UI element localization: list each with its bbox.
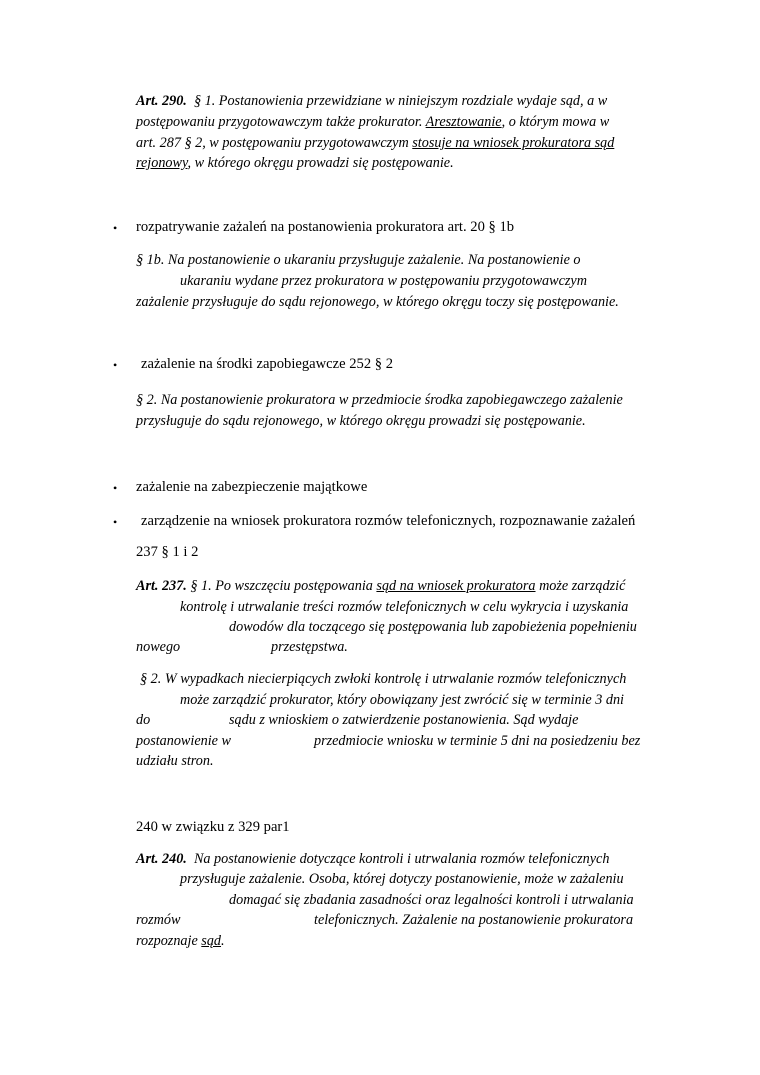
art-240-line-3: domagać się zbadania zasadności oraz legalności kontroli i utrwalania: [229, 892, 634, 908]
art-237-heading: Art. 237.: [136, 578, 187, 594]
art-237-p2-line-2: może zarządzić prokurator, który obowiązany jest zwrócić się w terminie 3 dni: [180, 692, 624, 708]
art-237-text: § 1. Po wszczęciu postępowania: [190, 578, 377, 594]
art-290-text: § 1. Postanowienia przewidziane w niniejszym rozdziale wydaje sąd, a w: [193, 93, 608, 109]
reference-240: 240 w związku z 329 par1: [136, 819, 290, 835]
quote-line: przysługuje do sądu rejonowego, w którego okręgu prowadzi się postępowanie.: [136, 413, 586, 429]
art-240-text: .: [221, 933, 225, 949]
bullet-icon: •: [113, 515, 118, 529]
bullet-item-srodki-zapobiegawcze: zażalenie na środki zapobiegawcze 252 § 2: [141, 356, 394, 372]
art-290-line-2: [136, 112, 609, 132]
art-240-text: Na postanowienie dotyczące kontroli i utrwalania rozmów telefonicznych: [193, 851, 610, 867]
art-237-text: może zarządzić: [535, 578, 626, 594]
reference-237: 237 § 1 i 2: [136, 544, 199, 560]
art-237-underlined: sąd na wniosek prokuratora: [376, 578, 536, 594]
art-240-line-1: [136, 849, 609, 869]
bullet-item-zazalenia-prokuratora: rozpatrywanie zażaleń na postanowienia prokuratora art. 20 § 1b: [136, 219, 515, 235]
art-290-text: art. 287 § 2, w postępowaniu przygotowawczym: [136, 135, 413, 151]
art-290-text: , w którego okręgu prowadzi się postępowanie.: [187, 155, 454, 171]
bullet-icon: •: [113, 481, 118, 495]
art-240-line-4a: rozmów: [136, 912, 181, 928]
art-237-p2-line-5: udziału stron.: [136, 753, 214, 769]
art-240-line-4b: telefonicznych. Zażalenie na postanowienie prokuratora: [314, 912, 634, 928]
bullet-item-rozmowy-telefoniczne: zarządzenie na wniosek prokuratora rozmów telefonicznych, rozpoznawanie zażaleń: [141, 513, 636, 529]
art-237-line-2: kontrolę i utrwalanie treści rozmów telefonicznych w celu wykrycia i uzyskania: [180, 599, 629, 615]
art-237-p2-line-1: § 2. W wypadkach niecierpiących zwłoki kontrolę i utrwalanie rozmów telefonicznych: [140, 671, 627, 687]
art-290-underlined: stosuje na wniosek prokuratora sąd: [412, 135, 615, 151]
art-237-line-4a: nowego: [136, 639, 181, 655]
art-290-line-3: [136, 133, 614, 153]
art-290-text: postępowaniu przygotowawczym także prokurator.: [136, 114, 426, 130]
art-237-p2-line-3b: sądu z wnioskiem o zatwierdzenie postanowienia. Sąd wydaje: [229, 712, 579, 728]
quote-line: § 1b. Na postanowienie o ukaraniu przysługuje zażalenie. Na postanowienie o: [136, 252, 581, 268]
art-290-line-1: [136, 91, 607, 111]
bullet-icon: •: [113, 221, 118, 235]
art-237-line-1: [136, 576, 625, 596]
art-290-heading: Art. 290.: [136, 93, 187, 109]
art-240-line-5: [136, 931, 225, 951]
art-290-line-4: [136, 153, 454, 173]
art-240-text: rozpoznaje: [136, 933, 202, 949]
art-290-underlined: Aresztowanie: [425, 114, 502, 130]
bullet-icon: •: [113, 358, 118, 372]
quote-line: zażalenie przysługuje do sądu rejonowego, w którego okręgu toczy się postępowanie.: [136, 294, 619, 310]
art-237-line-4b: przestępstwa.: [271, 639, 348, 655]
art-237-line-3: dowodów dla toczącego się postępowania lub zapobieżenia popełnieniu: [229, 619, 637, 635]
art-240-underlined: sąd: [201, 933, 222, 949]
quote-line: § 2. Na postanowienie prokuratora w przedmiocie środka zapobiegawczego zażalenie: [136, 392, 623, 408]
art-240-line-2: przysługuje zażalenie. Osoba, której dotyczy postanowienie, może w zażaleniu: [180, 871, 624, 887]
art-240-heading: Art. 240.: [136, 851, 187, 867]
art-237-p2-line-3a: do: [136, 712, 151, 728]
art-237-p2-line-4b: przedmiocie wniosku w terminie 5 dni na posiedzeniu bez: [314, 733, 641, 749]
art-290-text: , o którym mowa w: [501, 114, 610, 130]
quote-line: ukaraniu wydane przez prokuratora w postępowaniu przygotowawczym: [180, 273, 587, 289]
art-290-underlined: rejonowy: [136, 155, 188, 171]
bullet-item-zabezpieczenie-majatkowe: zażalenie na zabezpieczenie majątkowe: [136, 479, 368, 495]
art-237-p2-line-4a: postanowienie w: [136, 733, 231, 749]
